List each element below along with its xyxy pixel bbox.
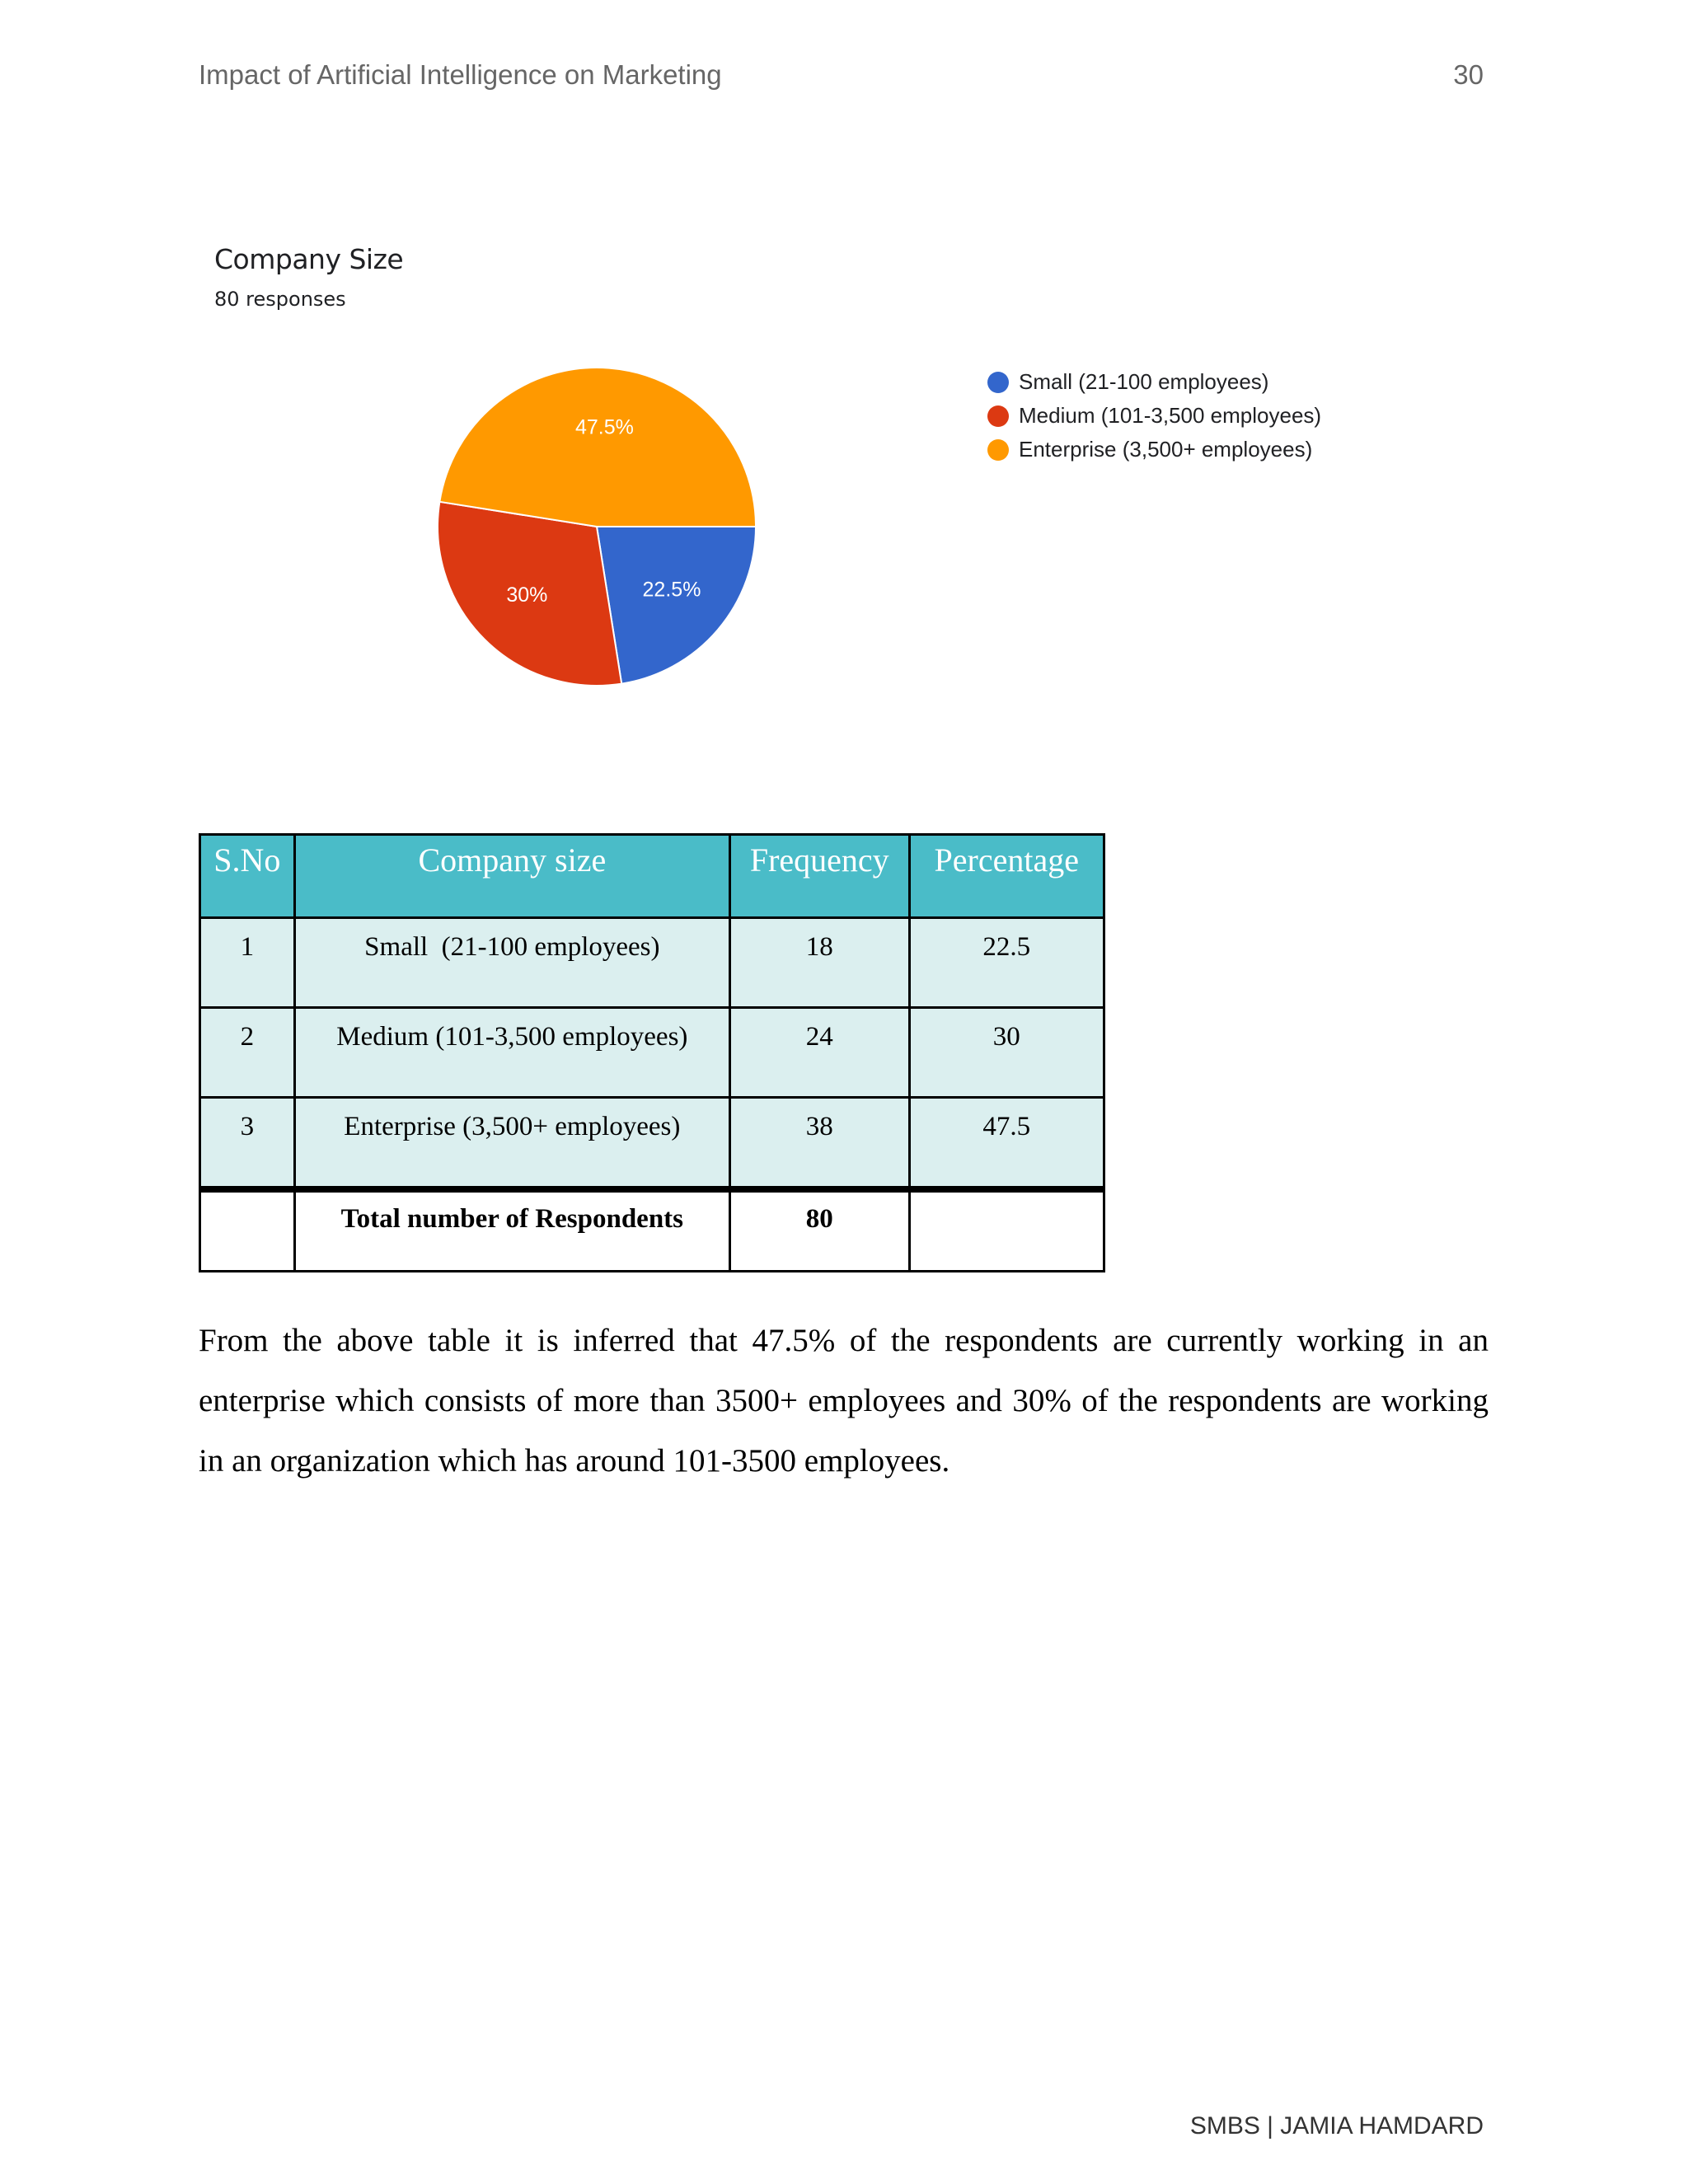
table-row (200, 918, 1104, 1008)
running-header (199, 59, 1484, 91)
cell-frequency: 24 (729, 1008, 909, 1098)
header-frequency: Frequency (729, 835, 909, 918)
cell-frequency: 38 (729, 1098, 909, 1190)
table-row (200, 1098, 1104, 1190)
pie-label-small: 22.5% (642, 578, 701, 602)
cell-company-size: Medium (101-3,500 employees) (294, 1008, 729, 1098)
legend-item-enterprise (987, 433, 1321, 466)
pie-chart (213, 243, 1383, 721)
table-total-row (200, 1189, 1104, 1272)
company-size-table (199, 833, 1105, 1272)
chart-title: Company Size (214, 243, 404, 275)
legend-swatch-small (987, 372, 1009, 393)
cell-percentage: 22.5 (909, 918, 1104, 1008)
table-row (200, 1008, 1104, 1098)
cell-total-sno (200, 1189, 295, 1272)
cell-sno: 3 (200, 1098, 295, 1190)
cell-percentage: 30 (909, 1008, 1104, 1098)
pie-label-enterprise: 47.5% (574, 415, 634, 439)
cell-sno: 2 (200, 1008, 295, 1098)
chart-legend (987, 365, 1321, 466)
header-company-size: Company size (294, 835, 729, 918)
cell-percentage: 47.5 (909, 1098, 1104, 1190)
legend-item-medium (987, 399, 1321, 433)
legend-swatch-enterprise (987, 439, 1009, 461)
body-paragraph: From the above table it is inferred that 47.5% of the respondents are currently working in an enterprise which consists of more than 3500+ employees and 30% of the respondents are working in an organization which has around 101-3500 employees. (199, 1323, 1489, 1479)
page-number: 30 (1453, 59, 1484, 90)
legend-item-small (987, 365, 1321, 399)
cell-company-size: Small (21-100 employees) (294, 918, 729, 1008)
header-sno: S.No (200, 835, 295, 918)
cell-company-size: Enterprise (3,500+ employees) (294, 1098, 729, 1190)
legend-label-medium: Medium (101-3,500 employees) (1019, 403, 1322, 428)
pie-chart-svg (213, 243, 954, 721)
pie-slice-small (597, 527, 756, 684)
cell-total-label: Total number of Respondents (294, 1189, 729, 1272)
cell-total-frequency: 80 (729, 1189, 909, 1272)
chart-subtitle: 80 responses (214, 288, 346, 311)
running-footer: SMBS | JAMIA HAMDARD (1189, 2112, 1484, 2139)
cell-total-percentage (909, 1189, 1104, 1272)
legend-swatch-medium (987, 405, 1009, 427)
document-title: Impact of Artificial Intelligence on Marketing (199, 59, 722, 90)
table-header-row (200, 835, 1104, 918)
cell-frequency: 18 (729, 918, 909, 1008)
header-percentage: Percentage (909, 835, 1104, 918)
pie-label-medium: 30% (506, 583, 548, 607)
legend-label-enterprise: Enterprise (3,500+ employees) (1019, 437, 1313, 462)
cell-sno: 1 (200, 918, 295, 1008)
legend-label-small: Small (21-100 employees) (1019, 369, 1269, 394)
pie-slice-enterprise (439, 368, 756, 527)
